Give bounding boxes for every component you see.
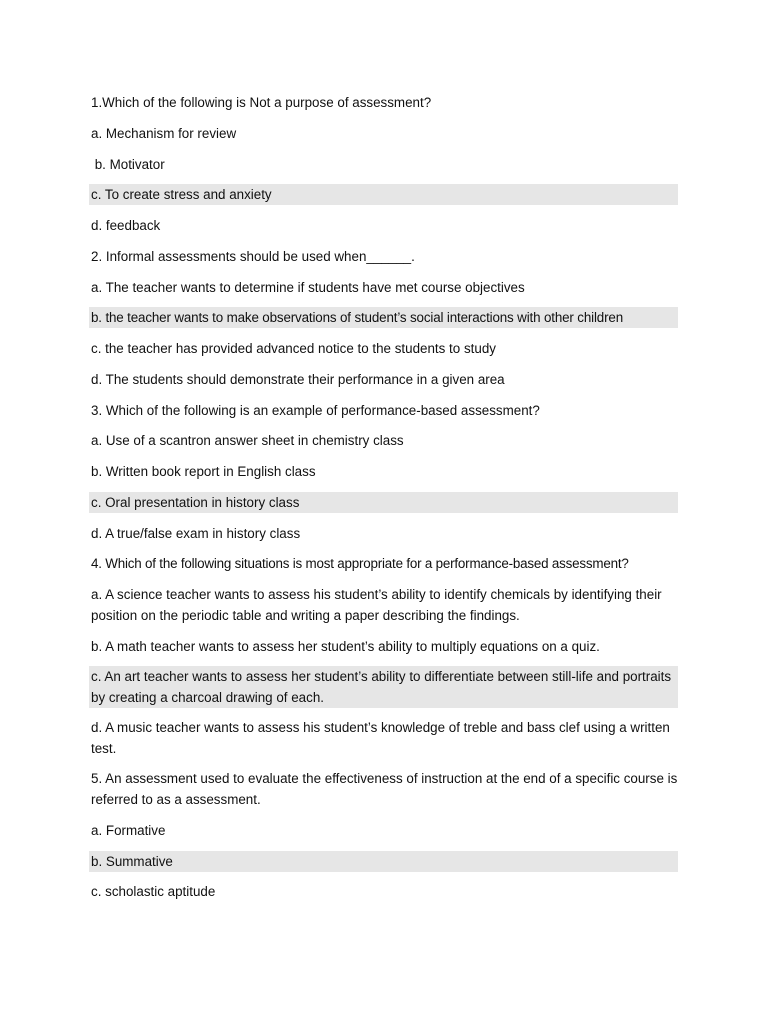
question-4-option-c-highlighted: c. An art teacher wants to assess her student’s ability to differentiate between still-life and portraits by creating a charcoal drawing of each. [89,666,678,708]
question-2-option-b-highlighted: b. the teacher wants to make observations of student’s social interactions with other children [89,307,678,328]
question-3-option-c-highlighted: c. Oral presentation in history class [89,492,678,513]
question-3-option-b: b. Written book report in English class [91,464,316,479]
question-4-stem: 4. Which of the following situations is most appropriate for a performance-based assessment? [91,556,629,571]
question-1-option-a: a. Mechanism for review [91,126,237,141]
question-1-option-d: d. feedback [91,218,161,233]
question-1-option-b: b. Motivator [91,157,165,172]
question-2-option-d: d. The students should demonstrate their performance in a given area [91,372,505,387]
question-5-option-a: a. Formative [91,823,166,838]
question-3-stem: 3. Which of the following is an example of performance-based assessment? [91,403,540,418]
question-5-stem: 5. An assessment used to evaluate the effectiveness of instruction at the end of a specific course is referred to as a assessment. [91,771,678,807]
question-5-option-b-highlighted: b. Summative [89,851,678,872]
question-4-option-d: d. A music teacher wants to assess his student’s knowledge of treble and bass clef using a written test. [91,720,670,756]
question-1-stem: 1.Which of the following is Not a purpose of assessment? [91,95,432,110]
question-2-option-a: a. The teacher wants to determine if students have met course objectives [91,280,525,295]
question-5-option-c: c. scholastic aptitude [91,884,216,899]
question-3-option-a: a. Use of a scantron answer sheet in chemistry class [91,433,404,448]
question-1-option-c-highlighted: c. To create stress and anxiety [89,184,678,205]
question-2-stem: 2. Informal assessments should be used when______. [91,249,415,264]
question-3-option-d: d. A true/false exam in history class [91,526,301,541]
question-2-option-c: c. the teacher has provided advanced notice to the students to study [91,341,496,356]
question-4-option-b: b. A math teacher wants to assess her student’s ability to multiply equations on a quiz. [91,639,600,654]
question-4-option-a: a. A science teacher wants to assess his student’s ability to identify chemicals by identifying their position on the periodic table and writing a paper describing the findings. [91,587,662,623]
